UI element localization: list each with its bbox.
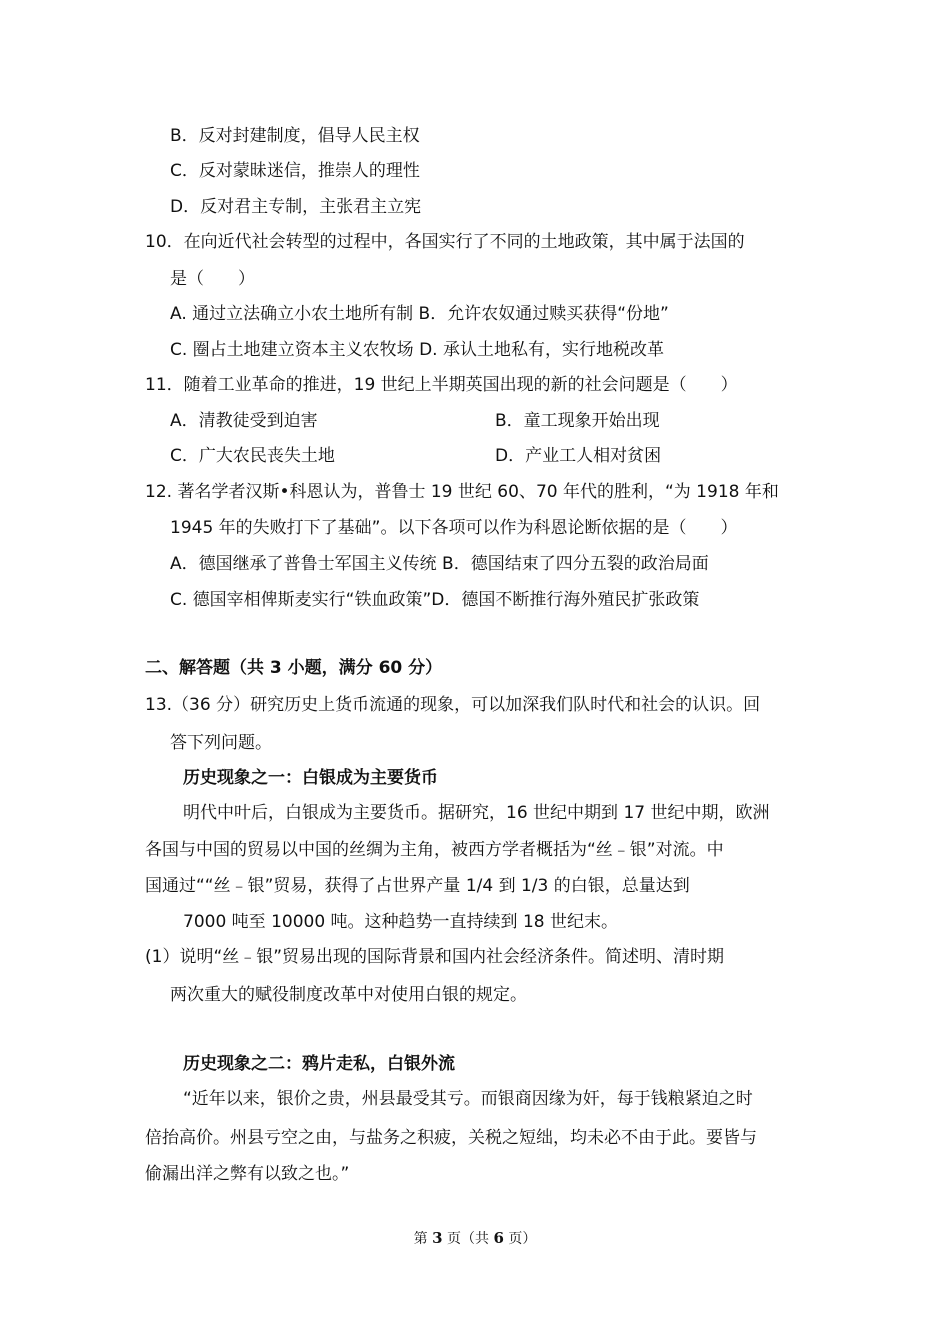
page-footer [0,1228,950,1249]
q9-option-c: C．反对蒙昧迷信，推崇人的理性 [170,161,420,181]
footer-suffix: 页） [503,1231,537,1247]
q12-stem-line2: 1945 年的失败打下了基础”。以下各项可以作为科恩论断依据的是（ ） [170,518,738,538]
q10-options-cd: C. 圈占土地建立资本主义农牧场 D. 承认土地私有，实行地税改革 [170,340,664,360]
q9-option-b: B．反对封建制度，倡导人民主权 [170,126,420,146]
q13-para1-line4: 7000 吨至 10000 吨。这种趋势一直持续到 18 世纪末。 [183,912,618,932]
q9-option-d: D．反对君主专制，主张君主立宪 [170,197,422,217]
q13-para1-line2: 各国与中国的贸易以中国的丝绸为主角，被西方学者概括为“丝﹣银”对流。中 [145,840,724,860]
footer-middle: 页（共 [442,1231,494,1247]
q11-option-b: B．童工现象开始出现 [495,411,660,431]
q13-para1-line1: 明代中叶后，白银成为主要货币。据研究，16 世纪中期到 17 世纪中期，欧洲 [183,803,770,823]
q13-para1-line3: 国通过““丝﹣银”贸易，获得了占世界产量 1/4 到 1/3 的白银，总量达到 [145,876,690,896]
q13-stem-line1: 13.（36 分）研究历史上货币流通的现象，可以加深我们队时代和社会的认识。回 [145,695,761,715]
q10-stem-line2: 是（ ） [170,269,255,289]
q13-heading-2: 历史现象之二：鸦片走私，白银外流 [183,1054,455,1074]
q10-stem-line1: 10．在向近代社会转型的过程中，各国实行了不同的土地政策，其中属于法国的 [145,232,745,252]
q12-options-ab: A．德国继承了普鲁士军国主义传统 B．德国结束了四分五裂的政治局面 [170,554,709,574]
q13-quote-line1: “近年以来，银价之贵，州县最受其亏。而银商因缘为奸，每于钱粮紧迫之时 [183,1089,753,1109]
q13-quote-line2: 倍抬高价。州县亏空之由，与盐务之积疲，关税之短绌，均未必不由于此。要皆与 [145,1128,757,1148]
q12-options-cd: C. 德国宰相俾斯麦实行“铁血政策”D．德国不断推行海外殖民扩张政策 [170,590,700,610]
q11-option-a: A．清教徒受到迫害 [170,411,318,431]
q12-stem-line1: 12. 著名学者汉斯•科恩认为，普鲁士 19 世纪 60、70 年代的胜利，“为 1918 年和 [145,482,779,502]
q13-sub1-line1: (1）说明“丝﹣银”贸易出现的国际背景和国内社会经济条件。简述明、清时期 [145,947,725,967]
footer-prefix: 第 [413,1231,433,1247]
q13-sub1-line2: 两次重大的赋役制度改革中对使用白银的规定。 [170,985,527,1005]
section-title: 二、解答题（共 3 小题，满分 60 分） [145,658,443,678]
footer-page-number: 3 [432,1229,443,1247]
q13-heading-1: 历史现象之一：白银成为主要货币 [183,768,438,788]
q10-options-ab: A. 通过立法确立小农土地所有制 B．允许农奴通过赎买获得“份地” [170,304,669,324]
q11-stem: 11．随着工业革命的推进，19 世纪上半期英国出现的新的社会问题是（ ） [145,375,738,395]
q11-option-c: C．广大农民丧失土地 [170,446,335,466]
footer-total-pages: 6 [493,1229,504,1247]
q13-quote-line3: 偷漏出洋之弊有以致之也。” [145,1164,350,1184]
q11-option-d: D．产业工人相对贫困 [495,446,662,466]
q13-stem-line2: 答下列问题。 [170,733,272,753]
